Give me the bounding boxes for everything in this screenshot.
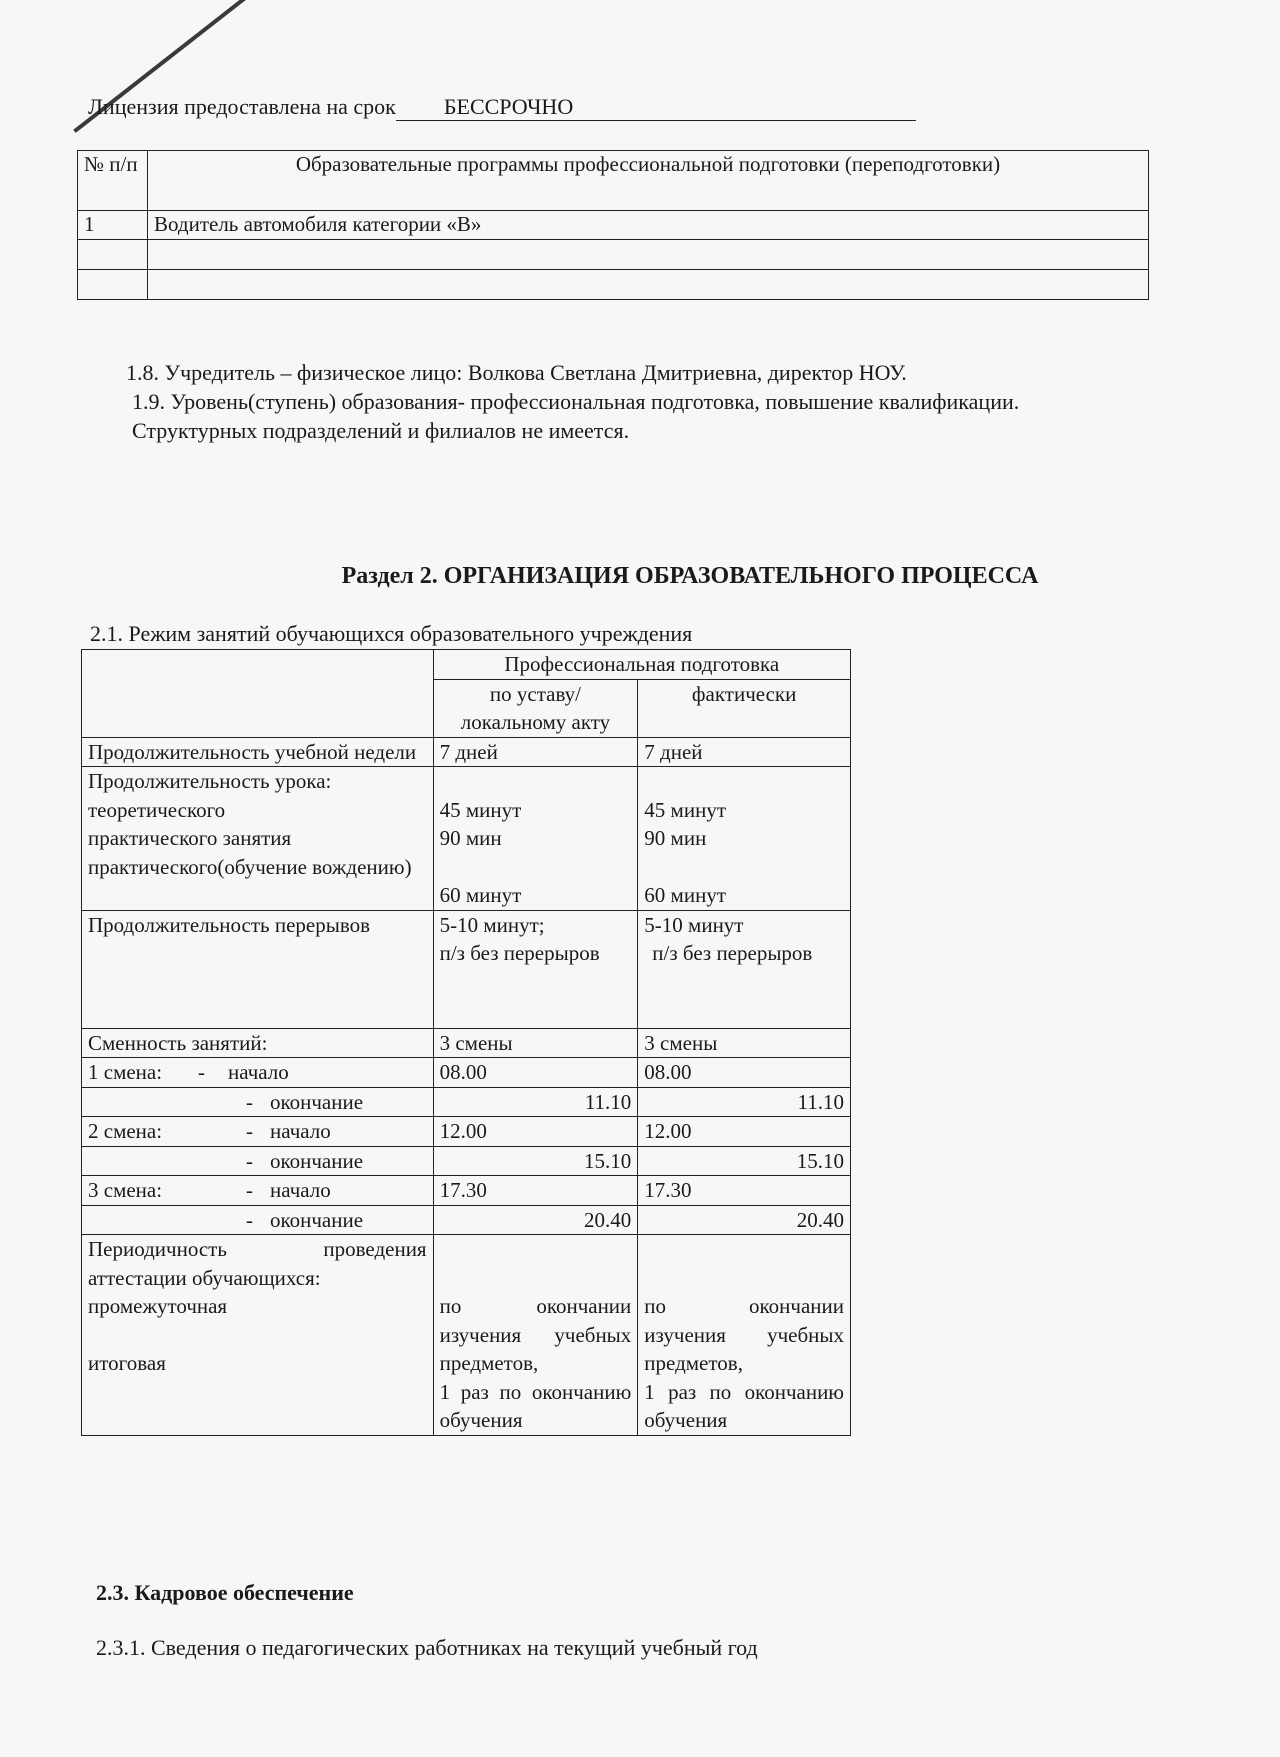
shift2-start-charter: 12.00 [433,1117,638,1147]
row-num [78,270,148,300]
week-actual: 7 дней [638,737,851,767]
table-row [82,737,851,767]
table-row [82,1205,851,1235]
interim-actual: по окончании изучения учебных предметов, [644,1294,844,1375]
break-charter-2: п/з без перерыров [439,941,600,965]
table-row [82,650,851,680]
empty-corner [82,650,434,738]
lesson-label-cell [82,767,434,911]
lesson-practice: практического занятия [88,826,292,850]
end-label: окончание [270,1089,364,1114]
paragraph-1-8: 1.8. Учредитель – физическое лицо: Волкова Светлана Дмитриевна, директор НОУ. [126,360,907,385]
driving-actual: 60 минут [644,883,726,907]
attest-actual-cell [638,1235,851,1436]
attest-interim: промежуточная [88,1294,228,1318]
break-actual-2: п/з без перерыров [652,941,813,965]
license-line [88,94,916,121]
table-row [82,910,851,1028]
dash: - [198,1060,205,1084]
shift3-end-actual: 20.40 [638,1205,851,1235]
end-label: окончание [270,1148,364,1173]
shifts-label: Сменность занятий: [82,1028,434,1058]
dash: - [246,1178,253,1202]
attest-charter-cell [433,1235,638,1436]
shift3-end-charter: 20.40 [433,1205,638,1235]
shift3-start-charter: 17.30 [433,1176,638,1206]
theory-actual: 45 минут [644,797,726,822]
header-title: Образовательные программы профессиональной подготовки (переподготовки) [148,151,1149,211]
final-actual: 1 раз по окончанию обучения [644,1379,844,1432]
table-row [78,211,1149,240]
shift1-end-actual: 11.10 [638,1087,851,1117]
license-label: Лицензия предоставлена на срок [88,94,396,119]
week-label: Продолжительность учебной недели [82,737,434,767]
shift2-start-actual: 12.00 [638,1117,851,1147]
paragraph-2-3-1: 2.3.1. Сведения о педагогических работниках на текущий учебный год [96,1635,758,1660]
table-row [82,767,851,911]
lesson-label: Продолжительность урока: [88,769,332,793]
row-title [148,270,1149,300]
table-row [78,270,1149,300]
end-label: окончание [270,1207,364,1232]
attest-final: итоговая [88,1351,166,1375]
break-actual-1: 5-10 минут [644,912,744,937]
shift1-label: 1 смена: [88,1060,163,1084]
shift1-end-label [82,1087,434,1117]
dash: - [246,1148,253,1173]
table-row [82,1176,851,1206]
final-charter: 1 раз по окончанию обучения [439,1379,632,1432]
header-num: № п/п [78,151,148,211]
lesson-theory: теоретического [88,797,226,822]
shift2-start-label [82,1117,434,1147]
interim-charter: по окончании изучения учебных предметов, [439,1294,632,1375]
row-num [78,240,148,270]
table-row [82,1117,851,1147]
practice-charter: 90 мин [439,826,502,850]
license-value: БЕССРОЧНО [396,94,916,121]
lesson-actual-cell [638,767,851,911]
col-charter: по уставу/ локальному акту [433,679,638,737]
shift2-label: 2 смена: [88,1119,163,1143]
programs-table [77,150,1149,300]
dash: - [246,1089,253,1114]
lesson-driving: практического(обучение вождению) [88,854,412,879]
start-label: начало [228,1060,289,1084]
paragraph-1-9: 1.9. Уровень(ступень) образования- профессиональная подготовка, повышение квалификации. Структурных подразделений и филиалов не имеется. [132,389,1020,443]
shift2-end-charter: 15.10 [433,1146,638,1176]
break-charter-1: 5-10 минут; [439,912,545,937]
shift2-end-actual: 15.10 [638,1146,851,1176]
section-2-3-title: 2.3. Кадровое обеспечение [96,1580,354,1605]
table-row [82,1146,851,1176]
break-charter-cell [433,910,638,1028]
table-row [82,1087,851,1117]
shift3-end-label [82,1205,434,1235]
shift1-start-charter: 08.00 [433,1058,638,1088]
group-header: Профессиональная подготовка [433,650,850,680]
section-2-title: Раздел 2. ОРГАНИЗАЦИЯ ОБРАЗОВАТЕЛЬНОГО ПРОЦЕССА [341,563,1039,589]
week-charter: 7 дней [433,737,638,767]
shifts-charter: 3 смены [433,1028,638,1058]
table-row [82,1028,851,1058]
attest-label: Периодичность проведения аттестации обучающихся: [88,1237,427,1290]
start-label: начало [270,1119,331,1143]
dash: - [246,1207,253,1232]
row-num: 1 [78,211,148,240]
dash: - [246,1119,253,1143]
practice-actual: 90 мин [644,826,707,850]
shift1-start-actual: 08.00 [638,1058,851,1088]
attest-label-cell [82,1235,434,1436]
break-label: Продолжительность перерывов [82,910,434,1028]
driving-charter: 60 минут [439,883,522,907]
row-title: Водитель автомобиля категории «В» [148,211,1149,240]
table-row [82,1235,851,1436]
lesson-charter-cell [433,767,638,911]
shifts-actual: 3 смены [638,1028,851,1058]
break-actual-cell [638,910,851,1028]
theory-charter: 45 минут [439,797,522,822]
shift3-label: 3 смена: [88,1178,163,1202]
paragraph-2-1: 2.1. Режим занятий обучающихся образовательного учреждения [90,621,693,646]
row-title [148,240,1149,270]
table-row [82,1058,851,1088]
start-label: начало [270,1178,331,1202]
shift1-end-charter: 11.10 [433,1087,638,1117]
shift3-start-label [82,1176,434,1206]
col-actual: фактически [638,679,851,737]
shift3-start-actual: 17.30 [638,1176,851,1206]
shift2-end-label [82,1146,434,1176]
schedule-table [81,649,851,1436]
shift1-start-label [82,1058,434,1088]
table-row [78,151,1149,211]
table-row [78,240,1149,270]
